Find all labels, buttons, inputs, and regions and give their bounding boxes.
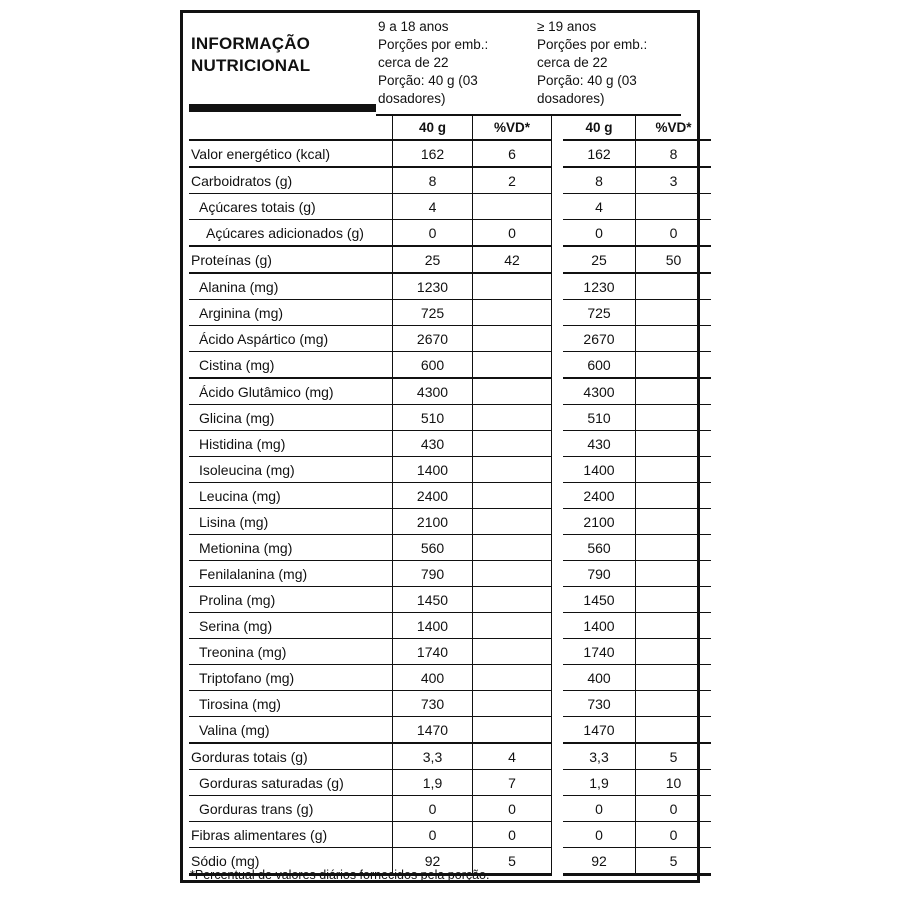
group-portion-line-1: Porção: 40 g (03	[537, 73, 637, 88]
amount-group-2: 730	[563, 691, 636, 717]
nutrient-row	[189, 194, 711, 220]
nutrient-row	[189, 822, 711, 848]
amount-group-2: 430	[563, 431, 636, 457]
amount-group-2: 510	[563, 405, 636, 431]
amount-group-1: 3,3	[393, 743, 473, 770]
amount-group-2: 25	[563, 246, 636, 273]
nutrient-name: Gorduras saturadas (g)	[189, 770, 393, 796]
amount-group-2: 2400	[563, 483, 636, 509]
title-line-1: INFORMAÇÃO	[191, 34, 311, 53]
nutrient-name: Valor energético (kcal)	[189, 140, 393, 167]
column-gap	[552, 431, 564, 457]
nutrient-row	[189, 273, 711, 300]
vd-group-2	[636, 509, 712, 535]
nutrient-row	[189, 457, 711, 483]
amount-group-1: 4300	[393, 378, 473, 405]
nutrient-name: Prolina (mg)	[189, 587, 393, 613]
amount-group-2: 1,9	[563, 770, 636, 796]
amount-group-2: 790	[563, 561, 636, 587]
vd-group-2: 5	[636, 848, 712, 875]
amount-group-1: 790	[393, 561, 473, 587]
vd-group-1	[473, 639, 552, 665]
amount-group-2: 1470	[563, 717, 636, 744]
vd-group-1	[473, 352, 552, 379]
vd-group-2	[636, 457, 712, 483]
nutrient-row	[189, 483, 711, 509]
amount-group-2: 92	[563, 848, 636, 875]
amount-group-2: 2100	[563, 509, 636, 535]
vd-group-2: 8	[636, 140, 712, 167]
amount-group-1: 400	[393, 665, 473, 691]
amount-group-1: 2100	[393, 509, 473, 535]
column-gap	[552, 300, 564, 326]
amount-group-1: 1400	[393, 613, 473, 639]
nutrient-row	[189, 167, 711, 194]
nutrient-row	[189, 300, 711, 326]
group-servings-label: Porções por emb.:	[537, 37, 648, 52]
column-gap	[552, 743, 564, 770]
amount-group-2: 0	[563, 822, 636, 848]
vd-group-1: 6	[473, 140, 552, 167]
vd-group-1	[473, 691, 552, 717]
nutrient-row	[189, 587, 711, 613]
amount-group-2: 600	[563, 352, 636, 379]
amount-group-1: 1,9	[393, 770, 473, 796]
vd-group-1: 0	[473, 220, 552, 247]
amount-group-1: 510	[393, 405, 473, 431]
nutrient-row	[189, 613, 711, 639]
amount-group-2: 560	[563, 535, 636, 561]
nutrient-name: Lisina (mg)	[189, 509, 393, 535]
vd-group-2: 0	[636, 822, 712, 848]
amount-group-1: 4	[393, 194, 473, 220]
vd-group-2: 50	[636, 246, 712, 273]
nutrient-column-header	[189, 115, 393, 140]
vd-group-2	[636, 535, 712, 561]
column-gap	[552, 822, 564, 848]
amount-group-1: 1400	[393, 457, 473, 483]
nutrient-name: Triptofano (mg)	[189, 665, 393, 691]
vd-group-1: 42	[473, 246, 552, 273]
amount-group-1: 730	[393, 691, 473, 717]
nutrient-name: Valina (mg)	[189, 717, 393, 744]
vd-group-2	[636, 300, 712, 326]
amount-group-1: 1470	[393, 717, 473, 744]
amount-group-1: 0	[393, 220, 473, 247]
nutrient-row	[189, 220, 711, 247]
vd-header-group-2: %VD*	[636, 115, 712, 140]
column-gap	[552, 273, 564, 300]
column-gap	[552, 587, 564, 613]
column-gap	[552, 509, 564, 535]
vd-group-2: 0	[636, 220, 712, 247]
nutrient-name: Treonina (mg)	[189, 639, 393, 665]
amount-group-1: 725	[393, 300, 473, 326]
vd-group-2	[636, 326, 712, 352]
column-gap	[552, 326, 564, 352]
vd-group-2	[636, 561, 712, 587]
group-header-9-18	[378, 18, 488, 108]
vd-group-2	[636, 665, 712, 691]
nutrient-name: Cistina (mg)	[189, 352, 393, 379]
column-gap	[552, 352, 564, 379]
vd-group-2	[636, 378, 712, 405]
amount-group-2: 400	[563, 665, 636, 691]
group-portion-line-2: dosadores)	[378, 91, 446, 106]
nutrient-row	[189, 770, 711, 796]
column-gap	[552, 220, 564, 247]
nutrient-name: Fibras alimentares (g)	[189, 822, 393, 848]
vd-header-group-1: %VD*	[473, 115, 552, 140]
amount-group-1: 2670	[393, 326, 473, 352]
column-gap	[552, 194, 564, 220]
amount-group-1: 0	[393, 796, 473, 822]
amount-group-2: 1740	[563, 639, 636, 665]
nutrient-name: Açúcares adicionados (g)	[189, 220, 393, 247]
vd-group-2: 10	[636, 770, 712, 796]
nutrient-row	[189, 691, 711, 717]
vd-group-2	[636, 483, 712, 509]
amount-group-1: 600	[393, 352, 473, 379]
amount-group-1: 162	[393, 140, 473, 167]
amount-group-1: 8	[393, 167, 473, 194]
nutrient-name: Alanina (mg)	[189, 273, 393, 300]
amount-group-2: 725	[563, 300, 636, 326]
group-servings-value: cerca de 22	[378, 55, 449, 70]
nutrient-row	[189, 639, 711, 665]
vd-group-2	[636, 613, 712, 639]
vd-group-2	[636, 431, 712, 457]
nutrient-name: Fenilalanina (mg)	[189, 561, 393, 587]
vd-group-2	[636, 639, 712, 665]
nutrient-row	[189, 378, 711, 405]
group-servings-value: cerca de 22	[537, 55, 608, 70]
column-gap	[552, 770, 564, 796]
vd-group-1	[473, 587, 552, 613]
vd-group-1	[473, 378, 552, 405]
vd-group-1	[473, 561, 552, 587]
vd-group-2	[636, 691, 712, 717]
nutrient-name: Metionina (mg)	[189, 535, 393, 561]
nutrient-row	[189, 665, 711, 691]
vd-group-2	[636, 405, 712, 431]
nutrient-name: Açúcares totais (g)	[189, 194, 393, 220]
nutrient-name: Arginina (mg)	[189, 300, 393, 326]
nutrient-name: Isoleucina (mg)	[189, 457, 393, 483]
nutrient-name: Serina (mg)	[189, 613, 393, 639]
vd-group-1: 2	[473, 167, 552, 194]
nutrient-row	[189, 509, 711, 535]
column-gap	[552, 796, 564, 822]
vd-group-1	[473, 300, 552, 326]
vd-group-1: 4	[473, 743, 552, 770]
nutrient-row	[189, 140, 711, 167]
amount-group-2: 1400	[563, 457, 636, 483]
column-gap	[552, 140, 564, 167]
nutrient-name: Histidina (mg)	[189, 431, 393, 457]
column-gap	[552, 457, 564, 483]
nutrient-name: Glicina (mg)	[189, 405, 393, 431]
nutrient-name: Sódio (mg)	[189, 848, 393, 875]
amount-header-group-2: 40 g	[563, 115, 636, 140]
nutrient-name: Carboidratos (g)	[189, 167, 393, 194]
vd-group-1	[473, 665, 552, 691]
nutrient-name: Tirosina (mg)	[189, 691, 393, 717]
vd-group-1	[473, 483, 552, 509]
column-gap	[552, 483, 564, 509]
column-gap	[552, 665, 564, 691]
amount-group-1: 430	[393, 431, 473, 457]
column-gap	[552, 848, 564, 875]
nutrient-row	[189, 743, 711, 770]
amount-group-2: 1400	[563, 613, 636, 639]
column-gap	[552, 405, 564, 431]
vd-group-1	[473, 431, 552, 457]
nutrient-row	[189, 796, 711, 822]
column-gap	[552, 639, 564, 665]
vd-group-1: 0	[473, 822, 552, 848]
vd-group-1	[473, 717, 552, 744]
column-header-row	[189, 115, 711, 140]
vd-group-1	[473, 613, 552, 639]
vd-group-1	[473, 509, 552, 535]
amount-group-1: 25	[393, 246, 473, 273]
group-age: ≥ 19 anos	[537, 19, 597, 34]
nutrient-row	[189, 561, 711, 587]
amount-group-1: 2400	[393, 483, 473, 509]
title-thick-rule	[189, 104, 376, 112]
group-header-19-plus	[537, 18, 647, 108]
nutrient-row	[189, 352, 711, 379]
vd-group-2: 0	[636, 796, 712, 822]
vd-group-2: 5	[636, 743, 712, 770]
column-gap	[552, 115, 564, 140]
amount-header-group-1: 40 g	[393, 115, 473, 140]
amount-group-2: 4300	[563, 378, 636, 405]
nutrient-row	[189, 431, 711, 457]
column-gap	[552, 246, 564, 273]
vd-group-1	[473, 405, 552, 431]
vd-group-1	[473, 194, 552, 220]
column-gap	[552, 378, 564, 405]
column-gap	[552, 691, 564, 717]
nutrient-row	[189, 535, 711, 561]
column-gap	[552, 613, 564, 639]
nutrient-rows	[189, 140, 711, 875]
vd-group-1	[473, 273, 552, 300]
vd-group-1: 7	[473, 770, 552, 796]
amount-group-2: 0	[563, 796, 636, 822]
vd-group-1: 0	[473, 796, 552, 822]
vd-group-1: 5	[473, 848, 552, 875]
amount-group-2: 1230	[563, 273, 636, 300]
nutrient-row	[189, 405, 711, 431]
vd-group-2	[636, 587, 712, 613]
nutrient-name: Gorduras totais (g)	[189, 743, 393, 770]
label-title	[191, 33, 310, 77]
group-portion-line-1: Porção: 40 g (03	[378, 73, 478, 88]
group-age: 9 a 18 anos	[378, 19, 449, 34]
vd-group-1	[473, 457, 552, 483]
amount-group-2: 1450	[563, 587, 636, 613]
group-portion-line-2: dosadores)	[537, 91, 605, 106]
amount-group-1: 1450	[393, 587, 473, 613]
amount-group-1: 1740	[393, 639, 473, 665]
vd-group-2	[636, 352, 712, 379]
column-gap	[552, 717, 564, 744]
amount-group-2: 4	[563, 194, 636, 220]
column-gap	[552, 535, 564, 561]
amount-group-1: 92	[393, 848, 473, 875]
group-servings-label: Porções por emb.:	[378, 37, 489, 52]
amount-group-2: 162	[563, 140, 636, 167]
vd-group-2: 3	[636, 167, 712, 194]
vd-group-2	[636, 273, 712, 300]
vd-group-1	[473, 326, 552, 352]
amount-group-1: 0	[393, 822, 473, 848]
nutrient-name: Leucina (mg)	[189, 483, 393, 509]
amount-group-2: 0	[563, 220, 636, 247]
nutrient-name: Proteínas (g)	[189, 246, 393, 273]
vd-group-2	[636, 717, 712, 744]
amount-group-2: 3,3	[563, 743, 636, 770]
vd-group-1	[473, 535, 552, 561]
column-gap	[552, 561, 564, 587]
vd-group-2	[636, 194, 712, 220]
amount-group-2: 8	[563, 167, 636, 194]
nutrient-name: Ácido Aspártico (mg)	[189, 326, 393, 352]
nutrient-row	[189, 326, 711, 352]
nutrient-row	[189, 246, 711, 273]
title-line-2: NUTRICIONAL	[191, 56, 311, 75]
footnote: *Percentual de valores diários fornecidos pela porção.	[190, 868, 490, 882]
amount-group-2: 2670	[563, 326, 636, 352]
nutrient-row	[189, 717, 711, 744]
amount-group-1: 560	[393, 535, 473, 561]
column-gap	[552, 167, 564, 194]
amount-group-1: 1230	[393, 273, 473, 300]
nutrient-name: Gorduras trans (g)	[189, 796, 393, 822]
nutrient-name: Ácido Glutâmico (mg)	[189, 378, 393, 405]
nutrition-table	[189, 115, 711, 876]
